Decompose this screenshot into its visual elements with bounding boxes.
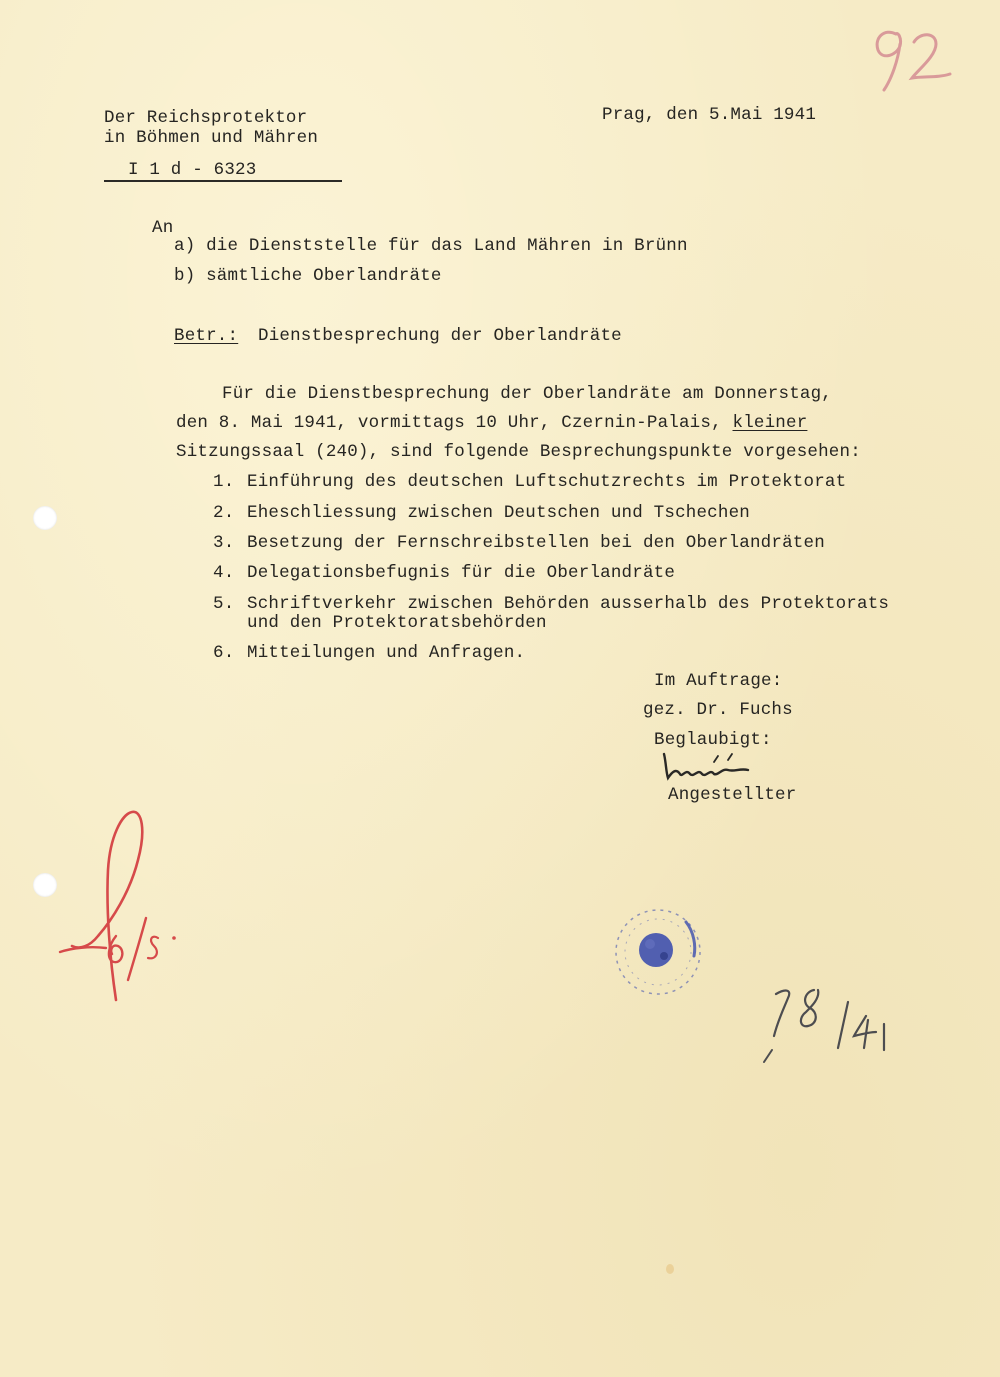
agenda-item-2: Eheschliessung zwischen Deutschen und Tschechen — [247, 503, 750, 523]
agenda-number-3: 3. — [213, 533, 235, 553]
place-date: Prag, den 5.Mai 1941 — [602, 105, 817, 125]
body-line-2 — [176, 413, 807, 433]
agenda-number-1: 1. — [213, 472, 235, 492]
subject-text: Dienstbesprechung der Oberlandräte — [258, 326, 622, 346]
sender-line-1: Der Reichsprotektor — [104, 108, 308, 128]
agenda-item-5: Schriftverkehr zwischen Behörden ausserhalb des Protektorats — [247, 594, 890, 614]
body-line-3: Sitzungssaal (240), sind folgende Besprechungspunkte vorgesehen: — [176, 442, 861, 462]
official-stamp — [612, 906, 704, 998]
agenda-item-1: Einführung des deutschen Luftschutzrechts im Protektorat — [247, 472, 847, 492]
sender-line-2: in Böhmen und Mähren — [104, 128, 319, 148]
reference-number: I 1 d - 6323 — [128, 160, 257, 180]
agenda-item-5-cont: und den Protektoratsbehörden — [247, 613, 547, 633]
reference-rule — [104, 180, 342, 182]
signature-order: Im Auftrage: — [654, 671, 783, 691]
agenda-number-5: 5. — [213, 594, 235, 614]
recipient-a: a) die Dienststelle für das Land Mähren in Brünn — [174, 236, 688, 256]
agenda-item-4: Delegationsbefugnis für die Oberlandräte — [247, 563, 676, 583]
punch-hole-upper — [33, 506, 57, 530]
red-handwritten-annotation — [50, 800, 190, 1010]
handwritten-signature — [658, 748, 758, 784]
subject-label: Betr.: — [174, 326, 239, 346]
recipient-b: b) sämtliche Oberlandräte — [174, 266, 442, 286]
recipients-to: An — [152, 218, 174, 238]
agenda-item-6: Mitteilungen und Anfragen. — [247, 643, 526, 663]
body-line-1: Für die Dienstbesprechung der Oberlandräte am Donnerstag, — [222, 384, 832, 404]
body-line-2-text: den 8. Mai 1941, vormittags 10 Uhr, Czernin-Palais, — [176, 413, 733, 433]
pencil-date-annotation — [756, 978, 906, 1073]
handwritten-page-number — [862, 20, 962, 92]
agenda-number-4: 4. — [213, 563, 235, 583]
signature-signed: gez. Dr. Fuchs — [643, 700, 793, 720]
signature-title: Angestellter — [668, 785, 797, 805]
signature-certified: Beglaubigt: — [654, 730, 772, 750]
agenda-number-2: 2. — [213, 503, 235, 523]
body-line-2-underlined: kleiner — [732, 413, 808, 433]
agenda-number-6: 6. — [213, 643, 235, 663]
agenda-item-3: Besetzung der Fernschreibstellen bei den Oberlandräten — [247, 533, 825, 553]
paper-spot — [664, 1262, 678, 1276]
